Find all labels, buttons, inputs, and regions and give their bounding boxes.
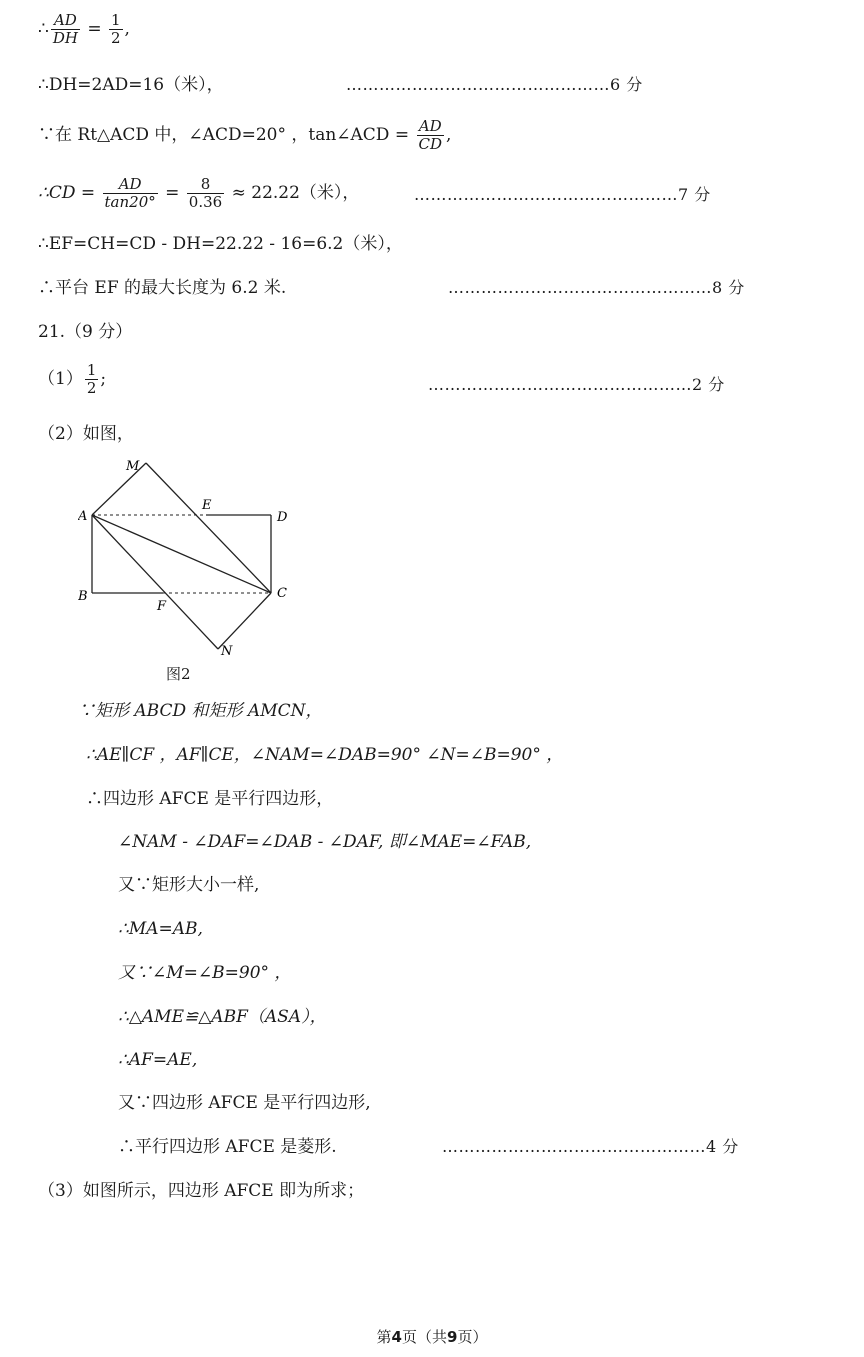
segment-ac [92,515,271,593]
proof-line: 又∵四边形 AFCE 是平行四边形, [118,1093,371,1113]
proof-line: ∴平行四边形 AFCE 是菱形. [118,1137,337,1157]
score-marker-6: …………………………………………6 分 [346,75,643,94]
line-ef-conclusion: ∴平台 EF 的最大长度为 6.2 米. [38,278,287,298]
score-marker-2: …………………………………………2 分 [428,375,725,394]
fraction-8-036: $\frac{8}{0.36}$ [188,175,223,211]
segment-mc [146,463,271,593]
page-footer: 第4页（共9页） [376,1328,488,1346]
fraction-ad-tan20: $\frac{AD}{\tan 20^\circ}$ [104,175,156,211]
page-number: 4 [391,1328,402,1346]
label-m: M [126,459,140,474]
fraction-ad-cd: $\frac{AD}{CD}$ [418,117,443,153]
line-part1-answer: （1） $\frac{1}{2}$ ; [38,361,107,397]
proof-line: ∴四边形 AFCE 是平行四边形， [86,789,334,809]
question-21-header: 21.（9 分） [38,322,133,342]
proof-line: 又∵∠M=∠B=90° ， [118,963,292,983]
proof-line: ∠NAM - ∠DAF=∠DAB - ∠DAF, 即∠MAE=∠FAB, [118,832,532,852]
fraction-ad-dh: $\frac{AD}{DH}$ [52,11,78,47]
fraction-part1: $\frac{1}{2}$ [86,361,97,397]
label-c: C [277,586,287,601]
line-cd-value: ∴CD = $\frac{AD}{\tan 20^\circ}$ = $\frac{8}{0.36}$ ≈ 22.22（米）， [38,175,360,211]
proof-line: ∵矩形 ABCD 和矩形 AMCN， [78,701,323,721]
label-d: D [277,510,288,525]
line-dh-value: ∴DH=2AD=16（米）， [38,75,224,95]
figure-caption: 图2 [166,665,191,683]
fraction-one-half: $\frac{1}{2}$ [111,11,121,47]
proof-line: ∴△AME≌△ABF（ASA）， [118,1007,327,1027]
label-b: B [78,589,88,604]
proof-line: 又∵矩形大小一样, [118,875,260,895]
line-tan-acd: ∵在 Rt△ACD 中，∠ACD=20° ，tan∠ACD = $\frac{AD}{CD}$ , [38,117,452,153]
score-marker-4: …………………………………………4 分 [442,1137,739,1156]
segment-an [92,515,218,649]
label-n: N [221,644,233,659]
proof-line: ∴AE∥CF ，AF∥CE，∠NAM=∠DAB=90° ∠N=∠B=90° ， [86,745,564,765]
score-marker-7: …………………………………………7 分 [414,185,711,204]
label-f: F [157,599,167,614]
line-ef-value: ∴EF=CH=CD - DH=22.22 - 16=6.2（米）， [38,234,403,254]
line-part2-intro: （2）如图， [38,424,134,444]
label-a: A [78,509,88,524]
proof-line: ∴AF=AE, [118,1050,198,1070]
line-ratio-ad-dh: ∴ $\frac{AD}{DH}$ = $\frac{1}{2}$ , [38,11,130,47]
proof-line: ∴MA=AB, [118,919,203,939]
segment-nc [218,593,271,649]
page-total: 9 [447,1328,458,1346]
score-marker-8: …………………………………………8 分 [448,278,745,297]
label-e: E [202,498,212,513]
geometry-figure [78,455,298,665]
line-part3-answer: （3）如图所示，四边形 AFCE 即为所求； [38,1181,365,1201]
